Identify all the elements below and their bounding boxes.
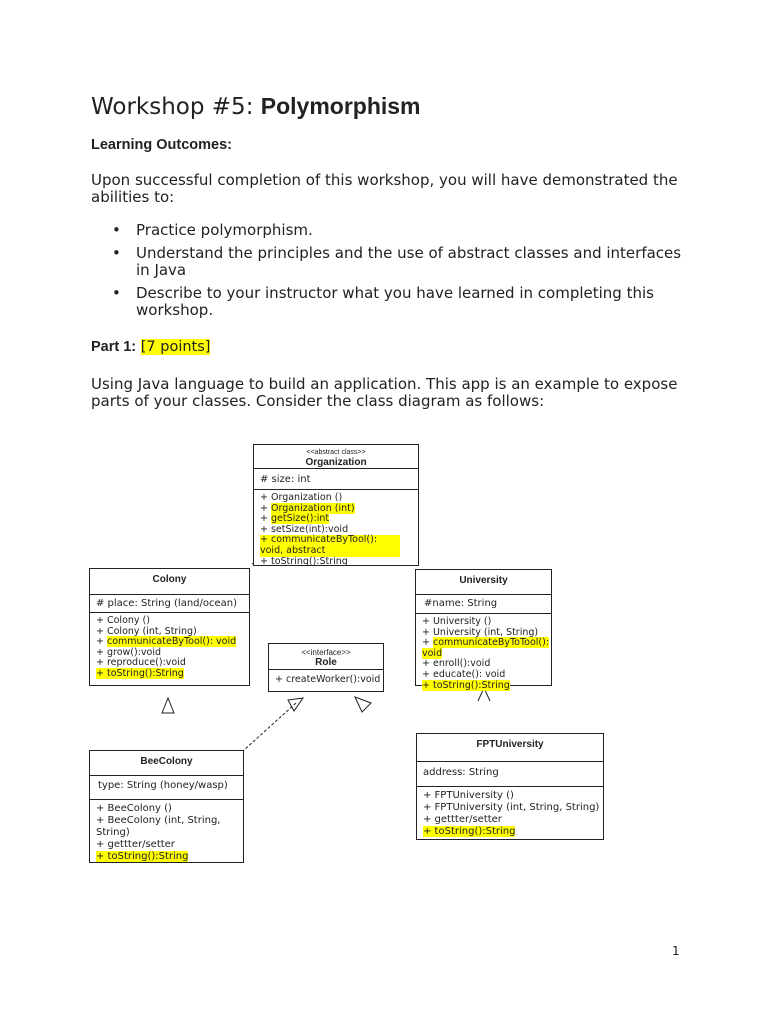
colony-class-box [89,568,250,686]
organization-class-box [253,444,419,566]
class-attribute: #name: String [416,595,551,614]
operation: + educate(): void [422,668,506,680]
operation: + communicateByTool(): void, abstract [260,535,400,556]
operation: + toString():String [96,667,184,679]
operation: + getSize():int [260,513,330,525]
list-item: • Practice polymorphism. [91,222,691,239]
class-operations [90,800,243,866]
class-attribute: # size: int [254,469,418,490]
class-name: FPTUniversity [417,734,603,762]
class-name: BeeColony [90,751,243,776]
operation: + setSize(int):void [260,523,349,535]
operation: + toString():String [422,679,510,691]
fptuniversity-class-box [416,733,604,840]
title-main: Polymorphism [260,93,421,119]
class-attribute: address: String [417,762,603,787]
operation: + reproduce():void [96,657,186,669]
beecolony-class-box [89,750,244,863]
class-operations [254,490,418,570]
operation: + Organization (int) [260,502,355,514]
stereotype-label: <<interface>> [301,648,351,657]
operation: + Colony () [96,615,150,626]
operation: + Organization () [260,492,343,503]
part1-paragraph: Using Java language to build an application. This app is an example to expose parts of your classes. Consider the class diagram as follows: [91,375,678,410]
operation: + FPTUniversity () [423,790,514,801]
operation: + toString():String [423,826,516,837]
operation: + FPTUniversity (int, String, String) [423,802,600,813]
operation: + createWorker():void [275,674,381,685]
class-operations [416,614,551,694]
class-name: Organization [305,457,367,468]
class-name: University [416,570,551,595]
class-operations [90,613,249,683]
list-item: • Understand the principles and the use of abstract classes and interfaces in Java [91,245,691,279]
class-name: Role [315,657,337,668]
operation: + gettter/setter [423,814,502,825]
class-operations [269,670,383,691]
operation: + communicateByTool(): void [96,636,237,648]
operation: + Colony (int, String) [96,625,197,637]
class-name: Colony [90,569,249,595]
page-number: 1 [672,944,680,958]
operation: + BeeColony () [96,803,172,814]
university-class-box [415,569,552,691]
page-title: Workshop #5: Polymorphism [91,93,421,120]
operation: + BeeColony (int, String, String) [96,815,221,838]
operation: + gettter/setter [96,839,175,850]
operation: + toString():String [260,555,348,567]
part1-heading: Part 1: [7 points] [91,339,211,355]
class-attribute: type: String (honey/wasp) [90,776,243,800]
operation: + enroll():void [422,658,491,670]
class-operations [417,787,603,841]
intro-paragraph: Upon successful completion of this workshop, you will have demonstrated the abilities to: [91,171,678,206]
role-interface-box [268,643,384,692]
operation: + grow():void [96,646,162,658]
learning-outcomes-heading: Learning Outcomes: [91,137,232,153]
list-item: • Describe to your instructor what you have learned in completing this workshop. [91,285,691,319]
operation: + communicateByToTool(): [422,637,550,649]
stereotype-label: <<abstract class>> [306,449,366,456]
operation: + University (int, String) [422,626,539,638]
class-attribute: # place: String (land/ocean) [90,595,249,613]
operation: void [422,647,443,659]
operation: + University () [422,616,492,627]
points-highlight: [7 points] [140,339,211,355]
operation: + toString():String [96,851,189,862]
